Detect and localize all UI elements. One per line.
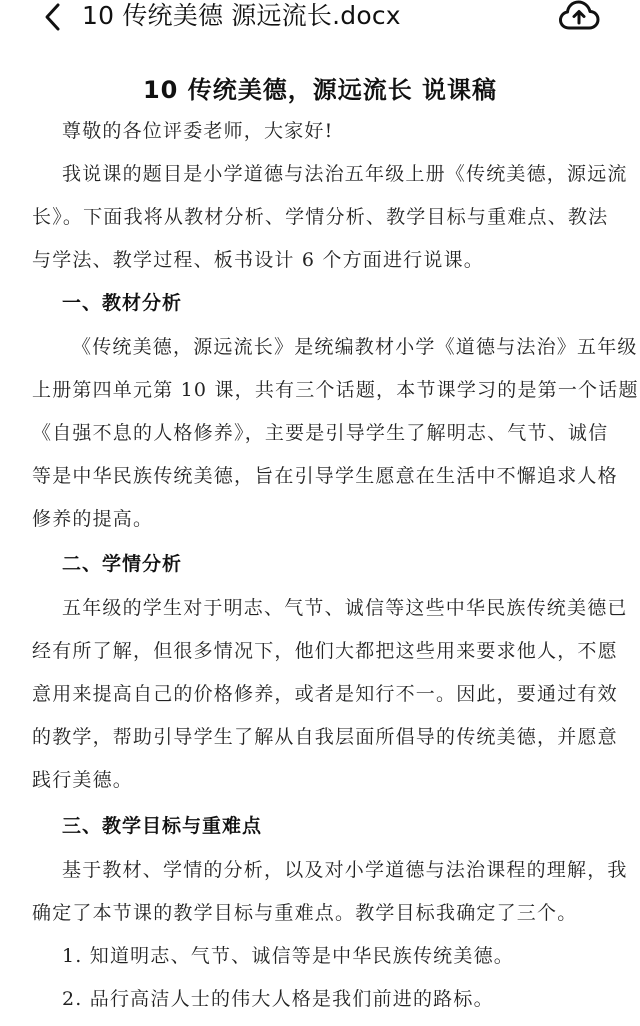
intro-line: 我说课的题目是小学道德与法治五年级上册《传统美德，源远流 <box>62 163 628 185</box>
top-bar <box>0 0 640 34</box>
greeting-line: 尊敬的各位评委老师，大家好! <box>62 120 334 142</box>
learners-line: 五年级的学生对于明志、气节、诚信等这些中华民族传统美德已 <box>62 597 628 619</box>
section-heading-learners: 二、学情分析 <box>62 553 183 575</box>
learners-line: 的教学，帮助引导学生了解从自我层面所倡导的传统美德，并愿意 <box>32 726 618 748</box>
section-heading-objectives: 三、教学目标与重难点 <box>62 815 263 837</box>
intro-line: 与学法、教学过程、板书设计 6 个方面进行说课。 <box>32 249 484 271</box>
materials-line: 修养的提高。 <box>32 508 154 530</box>
greeting-paragraph <box>62 110 620 153</box>
intro-line: 长》。下面我将从教材分析、学情分析、教学目标与重难点、教法 <box>32 206 609 228</box>
objective-item: 2. 品行高洁人士的伟大人格是我们前进的路标。 <box>62 988 494 1010</box>
learners-line: 经有所了解，但很多情况下，他们大都把这些用来要求他人，不愿 <box>32 640 618 662</box>
intro-paragraph <box>32 153 628 282</box>
materials-paragraph <box>32 326 639 541</box>
materials-line: 等是中华民族传统美德，旨在引导学生愿意在生活中不懈追求人格 <box>32 465 618 487</box>
cloud-upload-icon <box>558 0 600 33</box>
document-title: 10 传统美德，源远流长 说课稿 <box>142 76 498 104</box>
learners-line: 意用来提高自己的价格修养，或者是知行不一。因此，要通过有效 <box>32 683 618 705</box>
objectives-line: 基于教材、学情的分析，以及对小学道德与法治课程的理解，我 <box>62 859 628 881</box>
objective-item: 1. 知道明志、气节、诚信等是中华民族传统美德。 <box>62 945 514 967</box>
cloud-upload-button[interactable] <box>557 0 601 35</box>
back-button[interactable] <box>36 0 70 34</box>
learners-paragraph <box>32 587 628 802</box>
chevron-left-icon <box>41 2 65 32</box>
materials-line: 《自强不息的人格修养》，主要是引导学生了解明志、气节、诚信 <box>32 422 609 444</box>
document-filename: 10 传统美德 源远流长.docx <box>82 1 401 30</box>
section-heading-materials: 一、教材分析 <box>62 292 183 314</box>
objectives-paragraph <box>32 849 628 1021</box>
materials-line: 上册第四单元第 10 课，共有三个话题，本节课学习的是第一个话题 <box>32 379 639 401</box>
objectives-line: 确定了本节课的教学目标与重难点。教学目标我确定了三个。 <box>32 902 578 924</box>
materials-line: 《传统美德，源远流长》是统编教材小学《道德与法治》五年级 <box>72 336 638 358</box>
learners-line: 践行美德。 <box>32 769 134 791</box>
